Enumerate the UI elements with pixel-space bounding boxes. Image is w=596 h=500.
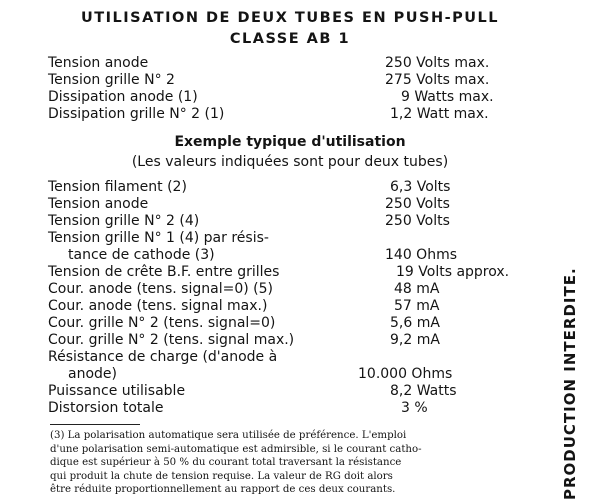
footnote-divider [50, 424, 140, 425]
footnote [50, 429, 550, 497]
table-row: Cour. anode (tens. signal max.) 57 mA [48, 298, 440, 314]
table-row: Tension grille N° 2 275 Volts max. [48, 72, 490, 88]
table-row: Tension anode 250 Volts [48, 196, 450, 212]
table-row: Dissipation grille N° 2 (1) 1,2 Watt max. [48, 106, 489, 122]
table-row: Cour. grille N° 2 (tens. signal=0) 5,6 mA [48, 315, 440, 331]
footnote-line: qui produit la chute de tension requise. La valeur de RG doit alors [50, 470, 393, 482]
table-row: Tension grille N° 2 (4) 250 Volts [48, 213, 450, 229]
table-row: Dissipation anode (1) 9 Watts max. [48, 89, 494, 105]
example-heading: Exemple typique d'utilisation [174, 134, 406, 150]
table-row: Cour. grille N° 2 (tens. signal max.) 9,2 mA [48, 332, 440, 348]
footnote-line: dique est supérieur à 50 % du courant total traversant la résistance [50, 457, 402, 468]
footnote-line: (3) La polarisation automatique sera utilisée de préférence. L'emploi [50, 430, 407, 441]
title-line-1: UTILISATION DE DEUX TUBES EN PUSH-PULL [80, 10, 500, 26]
table-row: Cour. anode (tens. signal=0) (5) 48 mA [48, 281, 440, 297]
table-row: Tension anode 250 Volts max. [48, 55, 490, 71]
table-row: Tension grille N° 1 (4) par résis- [48, 230, 269, 246]
title-line-2: CLASSE AB 1 [229, 31, 351, 47]
table-row: Tension filament (2) 6,3 Volts [48, 179, 451, 195]
table-row: Puissance utilisable 8,2 Watts [48, 383, 457, 399]
footnote-line: être réduite proportionnellement au rapport de ces deux courants. [50, 484, 396, 495]
footnote-line: d'une polarisation semi-automatique est admirsible, si le courant catho- [50, 443, 422, 455]
side-notice: PRODUCTION INTERDITE. [561, 267, 579, 500]
table-row: Distorsion totale 3 % [48, 400, 428, 416]
example-note: (Les valeurs indiquées sont pour deux tubes) [131, 154, 449, 170]
table-row: Tension de crête B.F. entre grilles 19 Volts approx. [48, 264, 510, 280]
table-row: Résistance de charge (d'anode à [48, 349, 278, 365]
table-row: anode) 10.000 Ohms [68, 366, 453, 382]
table-row: tance de cathode (3) 140 Ohms [68, 247, 457, 263]
